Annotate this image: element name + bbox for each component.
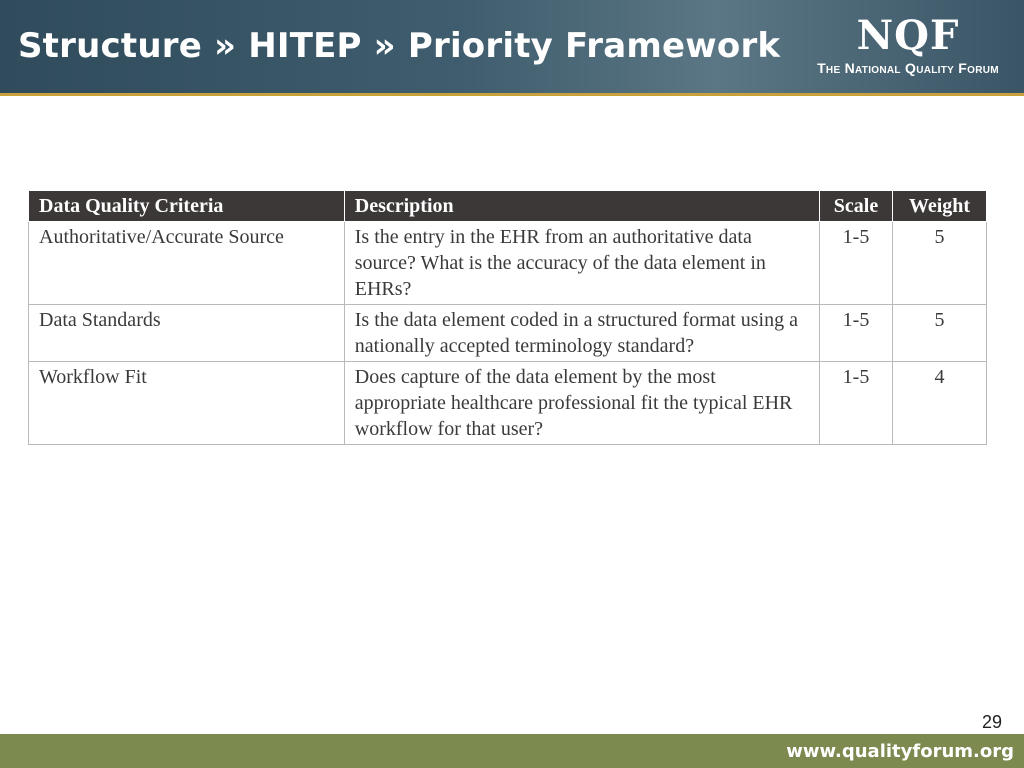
logo-subtitle: The National Quality Forum [817,60,999,76]
table-row [29,222,987,305]
weight-cell: 4 [893,362,987,445]
slide-header [0,0,1024,96]
table-header-row [29,191,987,222]
criteria-table [28,190,987,445]
column-header-weight: Weight [893,191,987,222]
weight-cell: 5 [893,305,987,362]
table-row [29,362,987,445]
nqf-logo [808,14,1008,76]
scale-cell: 1-5 [820,222,893,305]
footer-url: www.qualityforum.org [786,741,1014,762]
page-number: 29 [981,712,1002,732]
criteria-cell: Data Standards [29,305,345,362]
description-cell: Is the data element coded in a structured format using a nationally accepted terminology standard? [344,305,819,362]
description-cell: Is the entry in the EHR from an authoritative data source? What is the accuracy of the data element in EHRs? [344,222,819,305]
column-header-criteria: Data Quality Criteria [29,191,345,222]
logo-mark: NQF [856,12,960,59]
scale-cell: 1-5 [820,362,893,445]
slide-footer [0,734,1024,768]
column-header-scale: Scale [820,191,893,222]
weight-cell: 5 [893,222,987,305]
table-row [29,305,987,362]
scale-cell: 1-5 [820,305,893,362]
description-cell: Does capture of the data element by the most appropriate healthcare professional fit the typical EHR workflow for that user? [344,362,819,445]
slide-title: Structure » HITEP » Priority Framework [18,26,781,66]
column-header-description: Description [344,191,819,222]
criteria-cell: Workflow Fit [29,362,345,445]
criteria-cell: Authoritative/Accurate Source [29,222,345,305]
